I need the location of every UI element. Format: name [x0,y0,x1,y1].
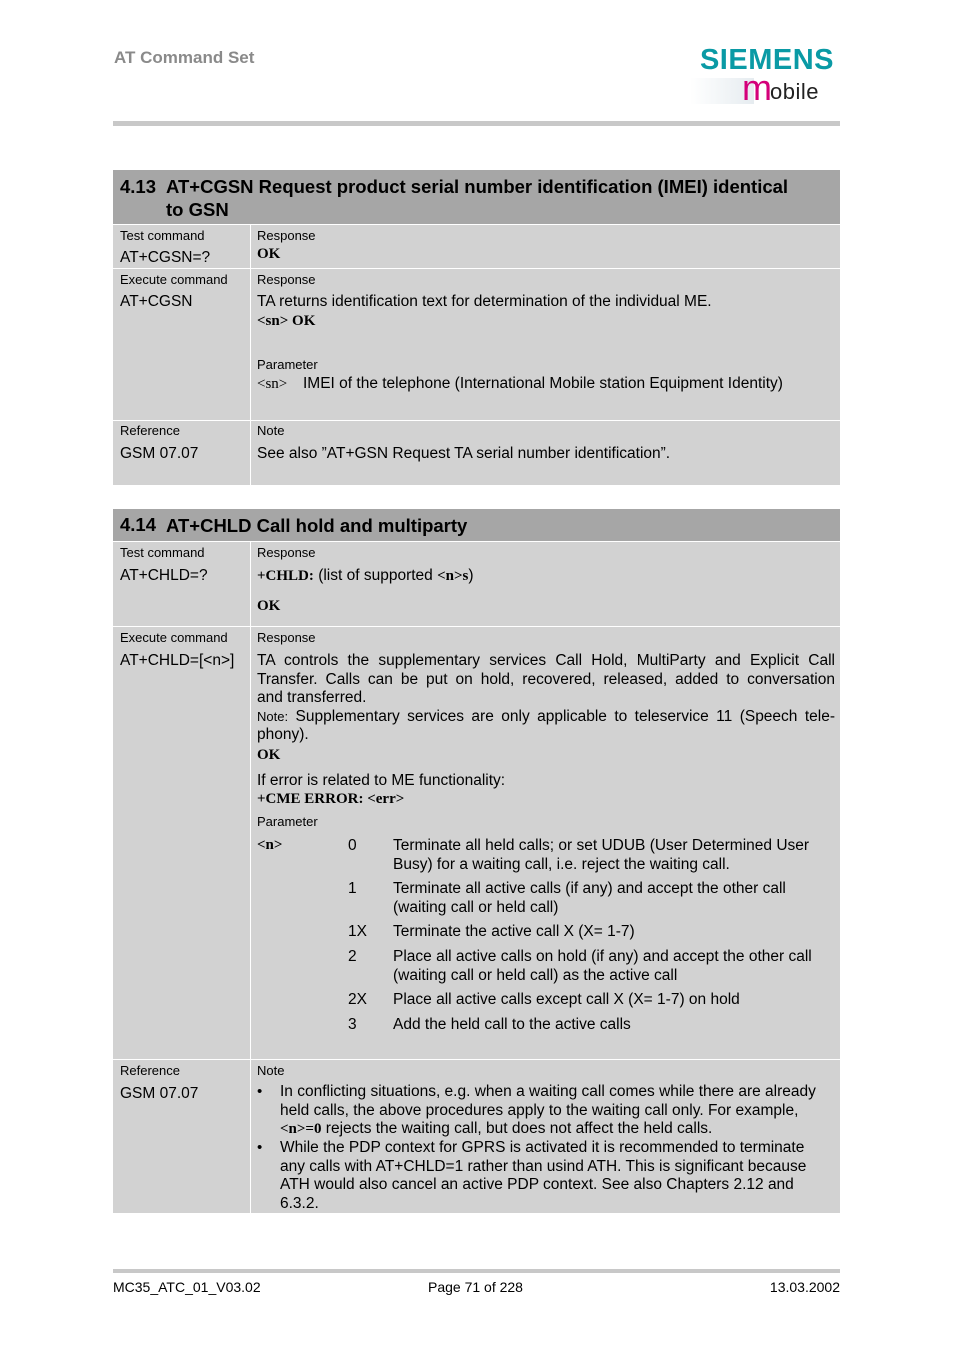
param-desc-line: Add the held call to the active calls [393,1016,631,1033]
test-command: AT+CHLD=? [120,567,208,584]
table-row-reference [113,421,840,485]
footer-rule [113,1269,840,1273]
param-value-code: 2 [348,948,357,965]
execute-response: <sn> OK [257,313,316,329]
cell-response [251,627,840,1059]
footer-page-number: Page 71 of 228 [428,1279,523,1295]
footer-doc-id: MC35_ATC_01_V03.02 [113,1279,261,1295]
param-desc-line: Busy) for a waiting call, i.e. reject the waiting call. [393,855,730,873]
table-row-reference [113,1060,840,1213]
note-line: held calls, the above procedures apply to the waiting call only. For example, [280,1101,799,1119]
param-value-desc [393,923,843,942]
description-note [257,708,835,727]
cell-command [113,627,250,1059]
cell-response [251,225,840,268]
chld-prefix: +CHLD: [257,568,314,584]
reference-label: Reference [120,1063,180,1078]
error-response: +CME ERROR: <err> [257,791,405,807]
header-rule [113,121,840,126]
logo-brand: SIEMENS [699,44,834,76]
section-title-line1: AT+CGSN Request product serial number identification (IMEI) identical [166,176,789,197]
note-line: any calls with AT+CHLD=1 rather than usind ATH. This is significant because [280,1157,807,1175]
param-value-code: 0 [348,837,357,854]
param-value-desc [393,948,843,985]
response-ok: OK [257,747,281,763]
execute-command: AT+CHLD=[<n>] [120,652,235,669]
section-number: 4.13 [120,176,157,197]
response-label: Response [257,272,316,287]
parameter-label: Parameter [257,814,318,829]
table-row-execute [113,627,840,1059]
cell-reference [113,421,250,485]
param-value-code: 2X [348,991,367,1008]
param-desc-line: (waiting call or held call) as the active call [393,966,678,984]
param-desc-line: Place all active calls except call X (X= 1-7) on hold [393,991,740,1008]
execute-description [257,652,835,745]
note-line [280,1120,840,1139]
note-line: 6.3.2. [280,1194,319,1212]
note-line: ATH would also cancel an active PDP context. See also Chapters 2.12 and [280,1176,794,1193]
param-value-desc [393,837,843,874]
note-line: phony). [257,726,309,743]
param-value-desc [393,880,843,917]
section-title [166,175,834,221]
response-label: Response [257,228,316,243]
cell-note [251,1060,840,1213]
note-label: Note [257,1063,285,1078]
param-value-code: 1 [348,880,357,897]
section-title-line2: to GSN [166,199,229,220]
note-prefix: Note: [257,708,289,724]
note-label: Note [257,423,285,438]
note-text: See also ”AT+GSN Request TA serial number identification”. [257,445,671,462]
reference-value: GSM 07.07 [120,445,199,462]
execute-description: TA returns identification text for determination of the individual ME. [257,293,712,310]
parameter-name: <sn> [257,376,288,392]
bullet-icon: • [257,1083,263,1100]
logo-obile: obile [770,79,819,104]
param-desc-line: Terminate all active calls (if any) and accept the other call [393,880,786,897]
section-number: 4.14 [120,514,157,535]
table-row-test [113,225,840,268]
execute-command-label: Execute command [120,272,228,287]
test-command-label: Test command [120,228,205,243]
test-response-mid: (list of supported [313,567,438,584]
cell-command [113,542,250,626]
reference-label: Reference [120,423,180,438]
description-line: TA controls the supplementary services Call Hold, MultiParty and Explicit Call [257,652,835,669]
note-line: While the PDP context for GPRS is activated it is recommended to terminate [280,1139,805,1156]
response-ok: OK [257,598,281,614]
param-desc-line: Terminate the active call X (X= 1-7) [393,923,635,940]
note-line: Supplementary services are only applicable to teleservice 11 (Speech tele- [288,707,835,725]
cell-response [251,542,840,626]
response-label: Response [257,545,316,560]
siemens-mobile-logo [690,44,840,106]
bullet-icon: • [257,1139,263,1156]
note-code: <n>=0 [280,1121,322,1137]
cell-command [113,269,250,420]
test-response-param: <n>s [437,568,469,584]
note-bullet-text [280,1139,840,1213]
test-response-suffix: ) [468,567,474,584]
note-line-rest: rejects the waiting call, but does not affect the held calls. [321,1120,713,1137]
cell-response [251,269,840,420]
test-command-label: Test command [120,545,205,560]
description-line: Transfer. Calls can be put on hold, recovered, released, added to conversation [257,670,835,688]
parameter-label: Parameter [257,357,318,372]
execute-command: AT+CGSN [120,293,193,310]
reference-value: GSM 07.07 [120,1085,199,1102]
param-value-desc [393,1016,843,1035]
section-title: AT+CHLD Call hold and multiparty [166,515,468,536]
param-value-desc [393,991,843,1010]
section-heading-4-14 [113,509,840,541]
footer-date: 13.03.2002 [769,1279,840,1295]
cell-reference [113,1060,250,1213]
header-title: AT Command Set [114,48,255,67]
param-value-code: 1X [348,923,367,940]
test-response [257,567,474,585]
cell-command [113,225,250,268]
note-bullet-text [280,1083,840,1139]
response-ok: OK [257,246,281,262]
execute-command-label: Execute command [120,630,228,645]
logo-m: m [742,67,772,108]
description-line: and transferred. [257,689,367,706]
error-intro: If error is related to ME functionality: [257,772,506,789]
table-row-test [113,542,840,626]
response-label: Response [257,630,316,645]
param-value-code: 3 [348,1016,357,1033]
table-row-execute [113,269,840,420]
note-line: In conflicting situations, e.g. when a waiting call comes while there are already [280,1083,816,1100]
param-desc-line: (waiting call or held call) [393,898,559,916]
section-heading-4-13 [113,170,840,224]
parameter-name: <n> [257,837,283,853]
cell-note [251,421,840,485]
parameter-description: IMEI of the telephone (International Mobile station Equipment Identity) [303,375,783,392]
test-command: AT+CGSN=? [120,249,211,266]
param-desc-line: Place all active calls on hold (if any) and accept the other call [393,948,812,965]
param-desc-line: Terminate all held calls; or set UDUB (User Determined User [393,837,810,854]
